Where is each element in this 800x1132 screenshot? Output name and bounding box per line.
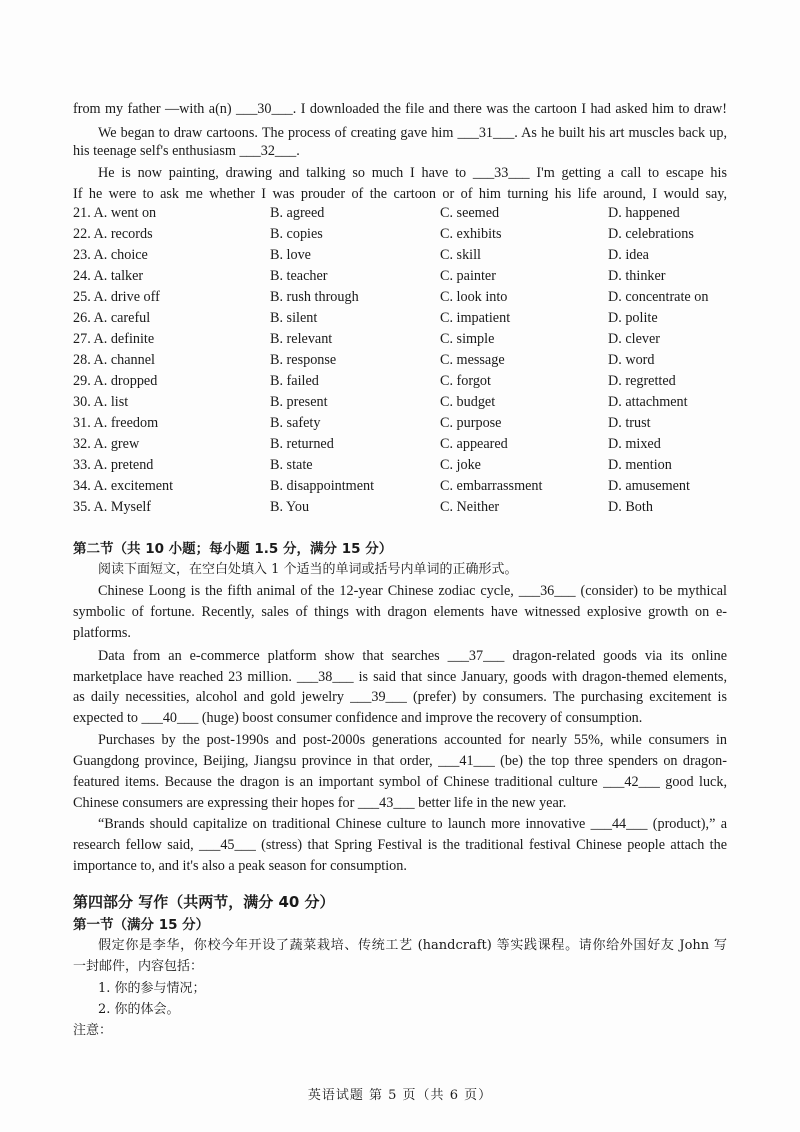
option-cell: 28. A. channel	[73, 352, 155, 368]
option-cell: C. forgot	[440, 373, 491, 389]
option-cell: 24. A. talker	[73, 268, 144, 284]
option-cell: 25. A. drive off	[73, 289, 160, 305]
option-cell: D. polite	[608, 310, 658, 326]
writing-point: 1. 你的参与情况；	[98, 981, 206, 996]
option-cell: D. mention	[608, 457, 672, 473]
option-cell: B. copies	[270, 226, 323, 242]
option-row	[73, 456, 733, 474]
passage-line: as daily necessities, alcohol and gold jewelry ___39___ (prefer) by consumers. The purchasing excitement is	[73, 689, 727, 705]
option-cell: B. silent	[270, 310, 318, 326]
passage-line: Data from an e-commerce platform show that searches ___37___ dragon-related goods via its online	[98, 648, 727, 664]
option-cell: B. disappointment	[270, 478, 375, 494]
option-row	[73, 267, 733, 285]
option-row	[73, 309, 733, 327]
option-row	[73, 372, 733, 390]
part4-heading: 第四部分 写作（共两节，满分 40 分）	[73, 893, 335, 911]
writing-point: 2. 你的体会。	[98, 1002, 180, 1017]
passage-line: marketplace have reached 23 million. ___38___ is said that since January, goods with dragon-themed elements,	[73, 669, 727, 685]
option-cell: 22. A. records	[73, 226, 153, 242]
option-cell: B. present	[270, 394, 328, 410]
option-row	[73, 330, 733, 348]
option-cell: B. safety	[270, 415, 321, 431]
passage-line: We began to draw cartoons. The process of creating gave him ___31___. As he built his art muscles back up,	[98, 125, 727, 141]
writing-note: 注意：	[73, 1023, 113, 1038]
passage-line: importance to, and it's also a peak season for consumption.	[73, 858, 407, 874]
option-cell: B. relevant	[270, 331, 333, 347]
writing-prompt: 一封邮件，内容包括：	[73, 959, 204, 974]
passage-line: “Brands should capitalize on traditional Chinese culture to launch more innovative ___44___ (product),” a	[98, 816, 727, 832]
option-cell: C. simple	[440, 331, 495, 347]
option-cell: 26. A. careful	[73, 310, 151, 326]
passage-line: his teenage self's enthusiasm ___32___.	[73, 143, 300, 159]
option-cell: D. regretted	[608, 373, 676, 389]
option-row	[73, 288, 733, 306]
passage-line: research fellow said, ___45___ (stress) that Spring Festival is the traditional festival Chinese people attach the	[73, 837, 727, 853]
option-row	[73, 414, 733, 432]
option-cell: 29. A. dropped	[73, 373, 158, 389]
page-footer: 英语试题 第 5 页（共 6 页）	[307, 1088, 493, 1103]
option-row	[73, 393, 733, 411]
option-cell: D. mixed	[608, 436, 661, 452]
passage-line: Guangdong province, Beijing, Jiangsu province in that order, ___41___ (be) the top three spenders on dragon-	[73, 753, 727, 769]
option-cell: D. word	[608, 352, 655, 368]
option-cell: B. love	[270, 247, 311, 263]
option-cell: C. look into	[440, 289, 508, 305]
option-row	[73, 477, 733, 495]
option-cell: D. happened	[608, 205, 680, 221]
option-cell: C. appeared	[440, 436, 508, 452]
passage-line: featured items. Because the dragon is an important symbol of Chinese traditional culture ___42___ good luck,	[73, 774, 727, 790]
passage-line: symbolic of fortune. Recently, sales of things with dragon elements have witnessed explosive growth on e-	[73, 604, 727, 620]
option-cell: D. trust	[608, 415, 651, 431]
option-cell: 27. A. definite	[73, 331, 155, 347]
section2-instruction: 阅读下面短文，在空白处填入 1 个适当的单词或括号内单词的正确形式。	[98, 562, 518, 577]
option-cell: 21. A. went on	[73, 205, 157, 221]
option-cell: C. message	[440, 352, 505, 368]
option-cell: C. seemed	[440, 205, 500, 221]
option-cell: D. celebrations	[608, 226, 694, 242]
option-cell: C. impatient	[440, 310, 511, 326]
option-row	[73, 498, 733, 516]
option-cell: 33. A. pretend	[73, 457, 154, 473]
option-row	[73, 435, 733, 453]
option-cell: 32. A. grew	[73, 436, 140, 452]
option-cell: B. You	[270, 499, 310, 515]
option-cell: 23. A. choice	[73, 247, 148, 263]
option-cell: D. amusement	[608, 478, 690, 494]
option-cell: 34. A. excitement	[73, 478, 174, 494]
option-cell: B. rush through	[270, 289, 359, 305]
option-cell: C. Neither	[440, 499, 500, 515]
option-cell: 30. A. list	[73, 394, 129, 410]
option-cell: C. skill	[440, 247, 481, 263]
option-cell: C. purpose	[440, 415, 502, 431]
option-cell: 35. A. Myself	[73, 499, 152, 515]
passage-line: If he were to ask me whether I was prouder of the cartoon or of him turning his life around, I would say,	[73, 186, 727, 202]
option-cell: B. agreed	[270, 205, 325, 221]
passage-line: He is now painting, drawing and talking so much I have to ___33___ I'm getting a call to escape his	[98, 165, 727, 181]
passage-line: expected to ___40___ (huge) boost consumer confidence and improve the recovery of consumption.	[73, 710, 643, 726]
part4-subheading: 第一节（满分 15 分）	[73, 917, 210, 933]
option-cell: D. attachment	[608, 394, 688, 410]
section2-heading: 第二节（共 10 小题；每小题 1.5 分，满分 15 分）	[73, 541, 393, 557]
option-cell: C. painter	[440, 268, 496, 284]
option-row	[73, 225, 733, 243]
writing-prompt: 假定你是李华，你校今年开设了蔬菜栽培、传统工艺 (handcraft) 等实践课程。请你给外国好友 John 写	[98, 938, 727, 953]
passage-line: platforms.	[73, 625, 131, 641]
option-row	[73, 351, 733, 369]
passage-line: from my father —with a(n) ___30___. I downloaded the file and there was the cartoon I had asked him to draw!	[73, 101, 727, 117]
passage-line: Chinese consumers are expressing their hopes for ___43___ better life in the new year.	[73, 795, 567, 811]
passage-line: Chinese Loong is the fifth animal of the 12-year Chinese zodiac cycle, ___36___ (consider) to be mythical	[98, 583, 727, 599]
option-cell: B. failed	[270, 373, 319, 389]
option-cell: D. idea	[608, 247, 649, 263]
option-cell: D. Both	[608, 499, 653, 515]
option-cell: B. returned	[270, 436, 334, 452]
option-cell: B. state	[270, 457, 313, 473]
option-cell: B. teacher	[270, 268, 328, 284]
option-cell: 31. A. freedom	[73, 415, 159, 431]
option-cell: C. exhibits	[440, 226, 502, 242]
option-cell: D. concentrate on	[608, 289, 709, 305]
option-cell: C. embarrassment	[440, 478, 543, 494]
option-cell: D. thinker	[608, 268, 666, 284]
passage-line: Purchases by the post-1990s and post-2000s generations accounted for nearly 55%, while consumers in	[98, 732, 727, 748]
option-row	[73, 246, 733, 264]
option-cell: D. clever	[608, 331, 660, 347]
option-cell: C. budget	[440, 394, 496, 410]
option-cell: C. joke	[440, 457, 481, 473]
option-row	[73, 204, 733, 222]
option-cell: B. response	[270, 352, 337, 368]
